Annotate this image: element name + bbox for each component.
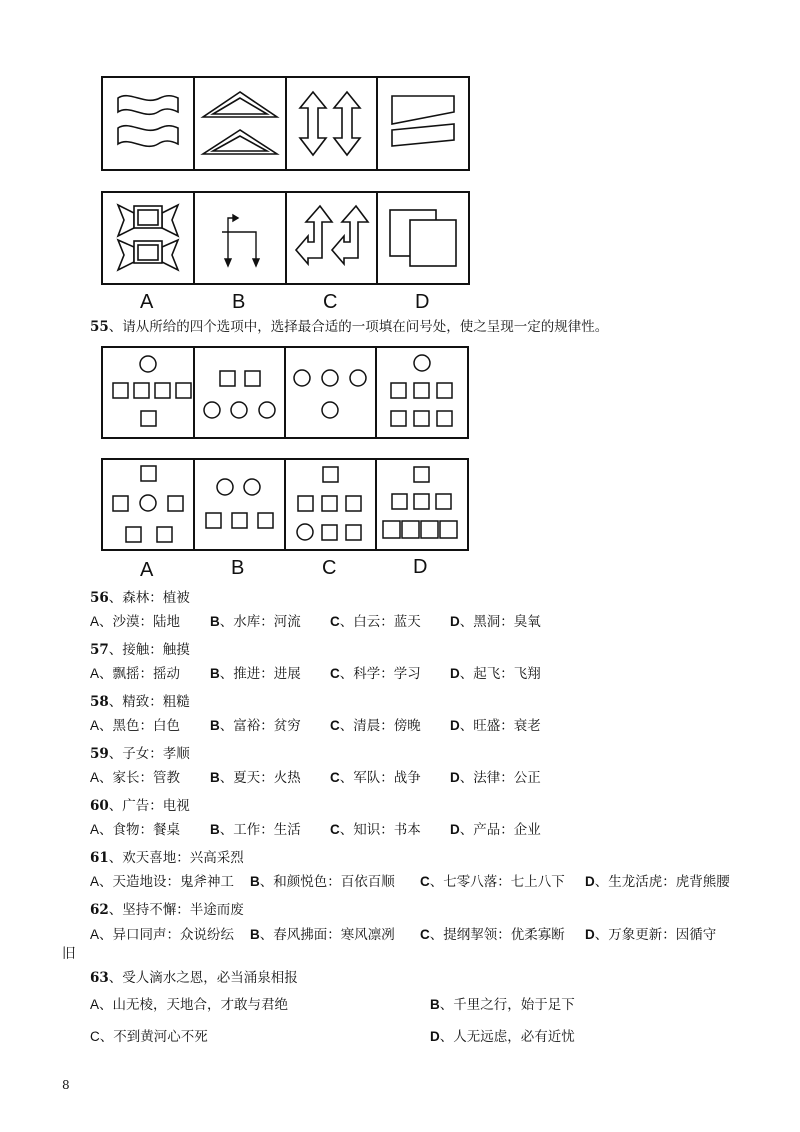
option-key: C	[420, 927, 430, 942]
option-key: B	[250, 874, 260, 889]
option-label-b: B	[232, 291, 246, 313]
question-stem: 坚持不懈：半途而废	[122, 902, 244, 918]
option-d[interactable]	[430, 1025, 575, 1045]
separator: 、	[108, 319, 123, 335]
option-key: B	[210, 666, 220, 681]
option-key: A	[90, 614, 100, 629]
option-d[interactable]	[450, 662, 541, 682]
option-label-c-2: C	[322, 557, 337, 579]
option-text: 、水库：河流	[219, 614, 301, 630]
option-d[interactable]	[450, 766, 541, 786]
separator: 、	[108, 746, 123, 762]
option-a[interactable]	[90, 993, 288, 1013]
option-text: 、提纲挈领：优柔寡断	[429, 927, 565, 943]
option-key: D	[585, 874, 595, 889]
question-stem: 子女：孝顺	[122, 746, 190, 762]
option-text: 、不到黄河心不死	[99, 1029, 208, 1045]
option-c[interactable]	[330, 610, 421, 630]
question-number: 55	[90, 319, 109, 335]
option-b[interactable]	[250, 870, 395, 890]
separator: 、	[108, 694, 123, 710]
option-a[interactable]	[90, 766, 180, 786]
option-key: C	[90, 1029, 100, 1044]
option-text: 、生龙活虎：虎背熊腰	[594, 874, 730, 890]
question-number: 59	[90, 746, 109, 762]
question-number: 62	[90, 902, 109, 918]
option-text: 、富裕：贫穷	[219, 718, 301, 734]
option-a[interactable]	[90, 923, 234, 943]
option-text: 、万象更新：因循守	[594, 927, 717, 943]
option-label-a: A	[140, 291, 154, 313]
option-c[interactable]	[330, 818, 421, 838]
option-text: 、七零八落：七上八下	[429, 874, 565, 890]
option-key: B	[430, 997, 440, 1012]
question-number: 63	[90, 970, 109, 986]
question-stem: 精致：粗糙	[122, 694, 190, 710]
question-stem: 广告：电视	[122, 798, 190, 814]
question-text: 请从所给的四个选项中，选择最合适的一项填在问号处，使之呈现一定的规律性。	[122, 319, 609, 335]
question-strip-2	[102, 347, 468, 438]
option-key: B	[210, 614, 220, 629]
option-key: D	[450, 770, 460, 785]
question-61	[90, 850, 244, 866]
option-text: 、白云：蓝天	[339, 614, 421, 630]
question-59	[90, 746, 190, 762]
option-key: C	[330, 718, 340, 733]
option-text: 、黑色：白色	[99, 718, 181, 734]
option-text: 、工作：生活	[219, 822, 301, 838]
option-key: B	[250, 927, 260, 942]
option-c[interactable]	[330, 714, 421, 734]
option-key: A	[90, 666, 100, 681]
option-key: D	[450, 614, 460, 629]
option-text: 、人无远虑，必有近忧	[439, 1029, 575, 1045]
option-key: A	[90, 770, 100, 785]
question-number: 60	[90, 798, 109, 814]
option-d[interactable]	[450, 610, 541, 630]
circles-squares-shapes	[113, 355, 452, 426]
option-a[interactable]	[90, 610, 180, 630]
page-number: 8	[62, 1078, 70, 1092]
option-label-a-2: A	[140, 559, 154, 581]
option-d[interactable]	[585, 870, 730, 890]
option-key: D	[430, 1029, 440, 1044]
option-key: C	[330, 770, 340, 785]
option-b[interactable]	[210, 662, 301, 682]
option-key: D	[450, 718, 460, 733]
option-text: 、起飞：飞翔	[459, 666, 541, 682]
option-text: 、推进：进展	[219, 666, 301, 682]
option-b[interactable]	[210, 714, 301, 734]
separator: 、	[108, 970, 123, 986]
option-text: 、食物：餐桌	[99, 822, 181, 838]
option-text: 、产品：企业	[459, 822, 541, 838]
question-63	[90, 970, 298, 986]
question-number: 58	[90, 694, 109, 710]
option-key: B	[210, 770, 220, 785]
option-c[interactable]	[420, 870, 565, 890]
option-text: 、千里之行，始于足下	[439, 997, 575, 1013]
option-text: 、夏天：火热	[219, 770, 301, 786]
option-label-d-2: D	[413, 556, 428, 578]
question-60	[90, 798, 190, 814]
option-label-d: D	[415, 291, 430, 313]
option-text: 、清晨：傍晚	[339, 718, 421, 734]
option-b[interactable]	[430, 993, 575, 1013]
option-key: A	[90, 997, 100, 1012]
option-b[interactable]	[210, 766, 301, 786]
separator: 、	[108, 850, 123, 866]
option-key: C	[420, 874, 430, 889]
option-key: D	[450, 822, 460, 837]
option-text: 、沙漠：陆地	[99, 614, 181, 630]
option-text: 、异口同声：众说纷纭	[99, 927, 235, 943]
separator: 、	[108, 590, 123, 606]
option-key: D	[450, 666, 460, 681]
option-text: 、和颜悦色：百依百顺	[259, 874, 395, 890]
separator: 、	[108, 798, 123, 814]
option-key: D	[585, 927, 595, 942]
option-text: 、科学：学习	[339, 666, 421, 682]
option-text: 、家长：管教	[99, 770, 181, 786]
separator: 、	[108, 902, 123, 918]
option-text: 、军队：战争	[339, 770, 421, 786]
question-62	[90, 902, 244, 918]
option-text: 、法律：公正	[459, 770, 541, 786]
question-stem: 森林：植被	[122, 590, 190, 606]
option-a[interactable]	[90, 870, 234, 890]
question-stem: 接触：触摸	[122, 642, 190, 658]
option-label-c: C	[323, 291, 338, 313]
option-key: C	[330, 822, 340, 837]
option-c[interactable]	[420, 923, 565, 943]
option-b[interactable]	[250, 923, 395, 943]
option-key: A	[90, 874, 100, 889]
question-58	[90, 694, 190, 710]
option-text: 、旺盛：衰老	[459, 718, 541, 734]
option-c[interactable]	[330, 766, 421, 786]
question-stem: 受人滴水之恩，必当涌泉相报	[122, 970, 298, 986]
option-text: 、黑洞：臭氧	[459, 614, 541, 630]
option-c[interactable]	[90, 1025, 208, 1045]
question-56	[90, 590, 190, 606]
option-text: 、飘摇：摇动	[99, 666, 181, 682]
option-key: B	[210, 718, 220, 733]
question-number: 56	[90, 590, 109, 606]
option-a[interactable]	[90, 714, 180, 734]
question-57	[90, 642, 190, 658]
question-stem: 欢天喜地：兴高采烈	[122, 850, 244, 866]
option-a[interactable]	[90, 662, 180, 682]
option-text: 、山无棱，天地合，才敢与君绝	[99, 997, 289, 1013]
option-b[interactable]	[210, 610, 301, 630]
option-d[interactable]	[585, 923, 716, 943]
option-c[interactable]	[330, 662, 421, 682]
option-key: A	[90, 822, 100, 837]
option-text: 、天造地设：鬼斧神工	[99, 874, 235, 890]
option-d[interactable]	[450, 714, 541, 734]
option-key: A	[90, 927, 100, 942]
option-text: 、知识：书本	[339, 822, 421, 838]
option-text-wrap: 旧	[62, 946, 76, 962]
option-a[interactable]	[90, 818, 180, 838]
option-key: A	[90, 718, 100, 733]
option-label-b-2: B	[231, 557, 245, 579]
option-key: B	[210, 822, 220, 837]
option-b[interactable]	[210, 818, 301, 838]
option-key: C	[330, 614, 340, 629]
option-text: 、春风拂面：寒风凛冽	[259, 927, 395, 943]
option-key: C	[330, 666, 340, 681]
question-number: 61	[90, 850, 109, 866]
option-d[interactable]	[450, 818, 541, 838]
question-number: 57	[90, 642, 109, 658]
separator: 、	[108, 642, 123, 658]
